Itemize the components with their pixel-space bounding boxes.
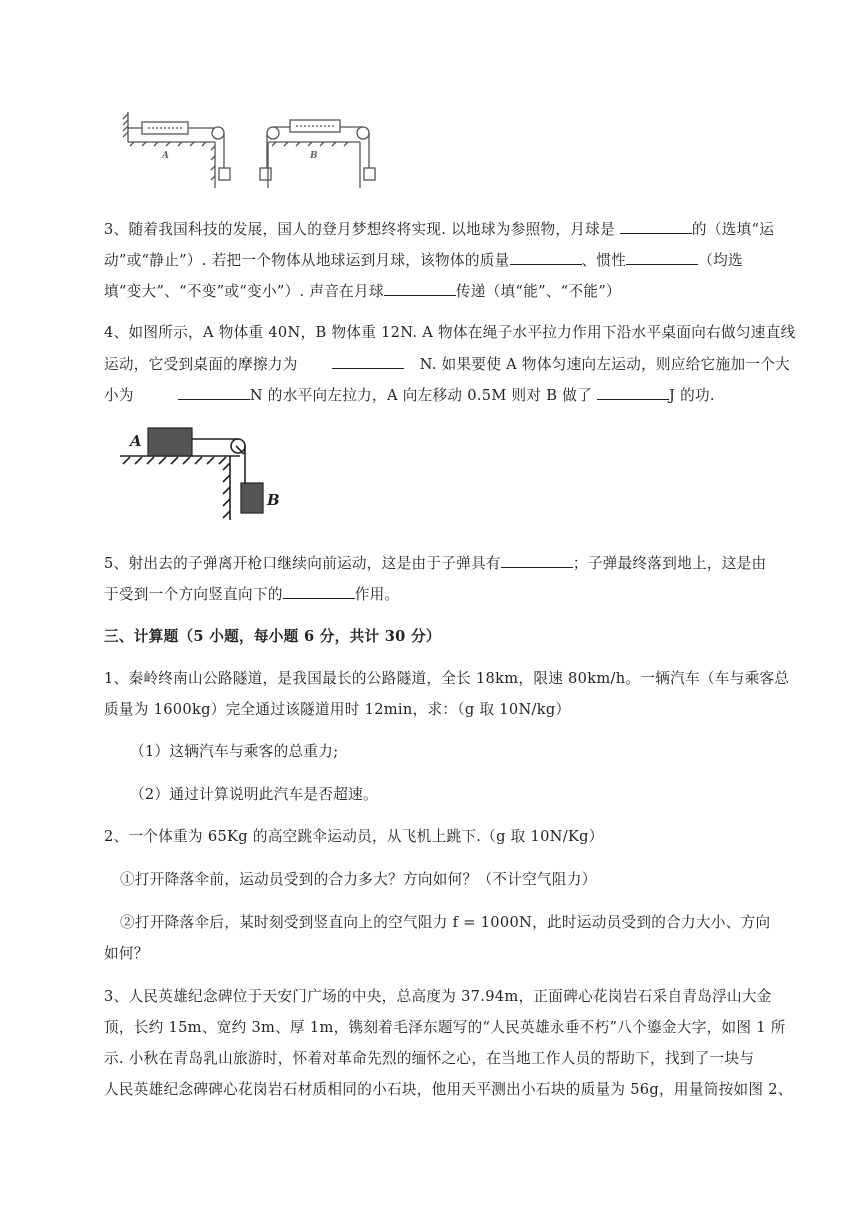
c2-sub-1: ①打开降落伞前，运动员受到的合力多大？方向如何？（不计空气阻力） [120, 871, 597, 888]
answer-blank[interactable] [626, 250, 698, 265]
q3-text-2b: 、惯性 [581, 252, 627, 269]
pulley-figure [120, 420, 280, 525]
answer-blank[interactable] [283, 584, 355, 599]
q3-text-1a: 3、随着我国科技的发展，国人的登月梦想终将实现. 以地球为参照物，月球是 [104, 221, 615, 238]
c2-line-1: 2、一个体重为 65Kg 的高空跳伞运动员，从飞机上跳下.（g 取 10N/Kg） [104, 828, 604, 845]
answer-blank[interactable] [332, 354, 404, 369]
fig1-label-a: A [162, 151, 169, 161]
q5-text-1b: ；子弹最终落到地上，这是由 [572, 555, 767, 572]
q3-text-2a: 动”或“静止”）. 若把一个物体从地球运到月球，该物体的质量 [104, 252, 510, 269]
q4-text-1: 4、如图所示，A 物体重 40N，B 物体重 12N. A 物体在绳子水平拉力作用下沿水平桌面向右做匀速直线 [104, 324, 796, 341]
answer-blank[interactable] [384, 281, 456, 296]
q4-text-3a: 小为 [104, 387, 134, 404]
answer-blank[interactable] [620, 219, 692, 234]
c2-sub-2-cont: 如何？ [104, 945, 149, 962]
q3-text-2c: （均选 [698, 252, 743, 269]
q4-text-3c: J 的功. [668, 387, 715, 404]
q4-line-2 [104, 353, 790, 374]
c3-line-4: 人民英雄纪念碑碑心花岗岩石材质相同的小石块，他用天平测出小石块的质量为 56g，用量筒按如图 2、 [104, 1081, 793, 1098]
answer-blank[interactable] [597, 385, 669, 400]
q3-text-3a: 填“变大”、“不变”或“变小”）. 声音在月球 [104, 283, 384, 300]
answer-blank[interactable] [510, 250, 582, 265]
c3-line-3: 示. 小秋在青岛乳山旅游时，怀着对革命先烈的缅怀之心，在当地工作人员的帮助下，找到了一块与 [104, 1050, 755, 1067]
q4-text-2a: 运动，它受到桌面的摩擦力为 [104, 356, 298, 373]
q4-line-1 [104, 321, 795, 342]
q4-text-3b: N 的水平向左拉力，A 向左移动 0.5M 则对 B 做了 [249, 387, 593, 404]
fig2-label-b: B [267, 491, 280, 509]
q3-text-1b: 的（选填“运 [691, 221, 775, 238]
q5-line-2 [104, 583, 399, 604]
answer-blank[interactable] [501, 553, 573, 568]
q3-line-1 [104, 218, 774, 239]
spring-scale-figure [120, 100, 390, 190]
c2-sub-2: ②打开降落伞后，某时刻受到竖直向上的空气阻力 f = 1000N，此时运动员受到的合力大小、方向 [120, 914, 771, 931]
c1-sub-2: （2）通过计算说明此汽车是否超速。 [130, 786, 378, 803]
q5-text-2b: 作用。 [354, 586, 400, 603]
c1-line-1: 1、秦岭终南山公路隧道，是我国最长的公路隧道，全长 18km，限速 80km/h。一辆汽车（车与乘客总 [104, 670, 790, 687]
fig2-label-a: A [130, 432, 142, 450]
q3-text-3b: 传递（填“能”、“不能”） [455, 283, 621, 300]
q3-line-3 [104, 280, 621, 301]
q3-line-2 [104, 249, 743, 270]
c3-line-1: 3、人民英雄纪念碑位于天安门广场的中央，总高度为 37.94m，正面碑心花岗岩石采自青岛浮山大金 [104, 988, 772, 1005]
section-heading: 三、计算题（5 小题，每小题 6 分，共计 30 分） [104, 628, 441, 645]
c3-line-2: 顶，长约 15m、宽约 3m、厚 1m，镌刻着毛泽东题写的“人民英雄永垂不朽”八个鎏金大字，如图 1 所 [104, 1019, 786, 1036]
c1-line-2: 质量为 1600kg）完全通过该隧道用时 12min，求：（g 取 10N/kg） [104, 701, 571, 718]
q4-text-2b: N. 如果要使 A 物体匀速向左运动，则应给它施加一个大 [419, 356, 791, 373]
q5-line-1 [104, 552, 766, 573]
fig1-label-b: B [310, 151, 318, 161]
q5-text-1a: 5、射出去的子弹离开枪口继续向前运动，这是由于子弹具有 [104, 555, 501, 572]
q5-text-2a: 于受到一个方向竖直向下的 [104, 586, 283, 603]
c1-sub-1: （1）这辆汽车与乘客的总重力; [130, 743, 339, 760]
answer-blank[interactable] [178, 385, 250, 400]
q4-line-3 [104, 384, 715, 405]
